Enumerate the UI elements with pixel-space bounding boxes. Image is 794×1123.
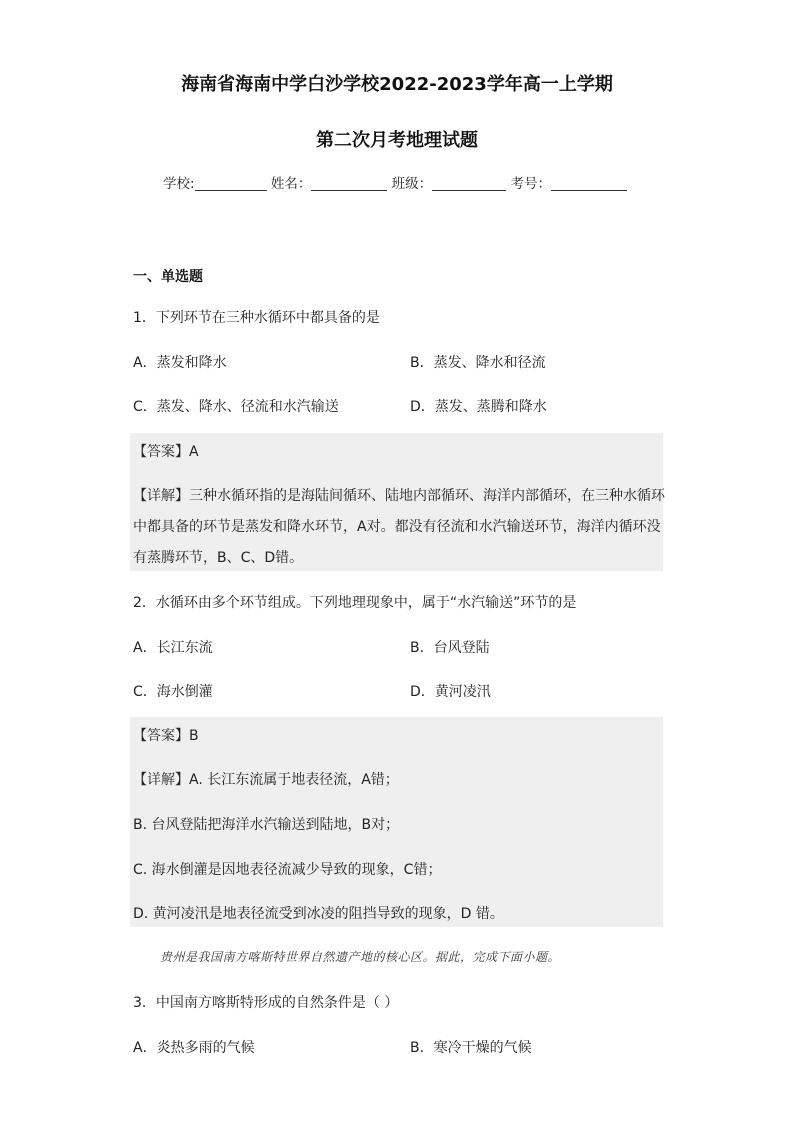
q2-option-d: D．黄河凌汛 (410, 684, 491, 700)
question-3-stem: 3．中国南方喀斯特形成的自然条件是（ ） (133, 995, 399, 1011)
q2-answer-box (130, 717, 663, 927)
q1-option-d: D．蒸发、蒸腾和降水 (410, 399, 547, 415)
q1-answer-box (130, 433, 663, 571)
q3-option-a: A．炎热多雨的气候 (133, 1040, 255, 1056)
question-2-stem: 2．水循环由多个环节组成。下列地理现象中，属于“水汽输送”环节的是 (133, 595, 577, 611)
q2-detail-line4: D. 黄河凌汛是地表径流受到冰凌的阻挡导致的现象，D 错。 (133, 906, 504, 922)
q1-detail-line3: 有蒸腾环节，B、C、D错。 (133, 550, 304, 566)
q1-detail-line2: 中都具备的环节是蒸发和降水环节，A对。都没有径流和水汽输送环节，海洋内循环没 (133, 519, 661, 535)
q2-detail-line2: B. 台风登陆把海洋水汽输送到陆地，B对； (133, 817, 400, 833)
document-title-line1: 海南省海南中学白沙学校2022-2023学年高一上学期 (181, 74, 613, 95)
q2-option-b: B．台风登陆 (410, 640, 490, 656)
q1-option-a: A．蒸发和降水 (133, 355, 227, 371)
q1-option-b: B．蒸发、降水和径流 (410, 355, 546, 371)
school-blank[interactable] (195, 176, 267, 191)
q1-detail-line1: 【详解】三种水循环指的是海陆间循环、陆地内部循环、海洋内部循环，在三种水循环 (133, 488, 665, 504)
q1-answer: 【答案】A (133, 444, 199, 460)
q2-detail-line3: C. 海水倒灌是因地表径流减少导致的现象，C错； (133, 862, 442, 878)
q2-detail-line1: 【详解】A. 长江东流属于地表径流，A错； (133, 772, 399, 788)
name-label: 姓名： (270, 176, 312, 192)
section-title: 一、单选题 (133, 269, 203, 285)
document-title-line2: 第二次月考地理试题 (316, 130, 478, 151)
q2-option-a: A．长江东流 (133, 640, 213, 656)
q1-option-c: C．蒸发、降水、径流和水汽输送 (133, 399, 339, 415)
material-text: 贵州是我国南方喀斯特世界自然遗产地的核心区。据此，完成下面小题。 (160, 950, 561, 964)
class-label: 班级： (391, 176, 433, 192)
number-blank[interactable] (551, 176, 627, 191)
q3-option-b: B．寒冷干燥的气候 (410, 1040, 532, 1056)
name-blank[interactable] (311, 176, 387, 191)
student-info-row (163, 172, 643, 192)
q2-option-c: C．海水倒灌 (133, 684, 213, 700)
question-1-stem: 1．下列环节在三种水循环中都具备的是 (133, 310, 380, 326)
school-label: 学校: (163, 176, 195, 192)
number-label: 考号： (510, 176, 551, 192)
q2-answer: 【答案】B (133, 728, 199, 744)
class-blank[interactable] (432, 176, 506, 191)
